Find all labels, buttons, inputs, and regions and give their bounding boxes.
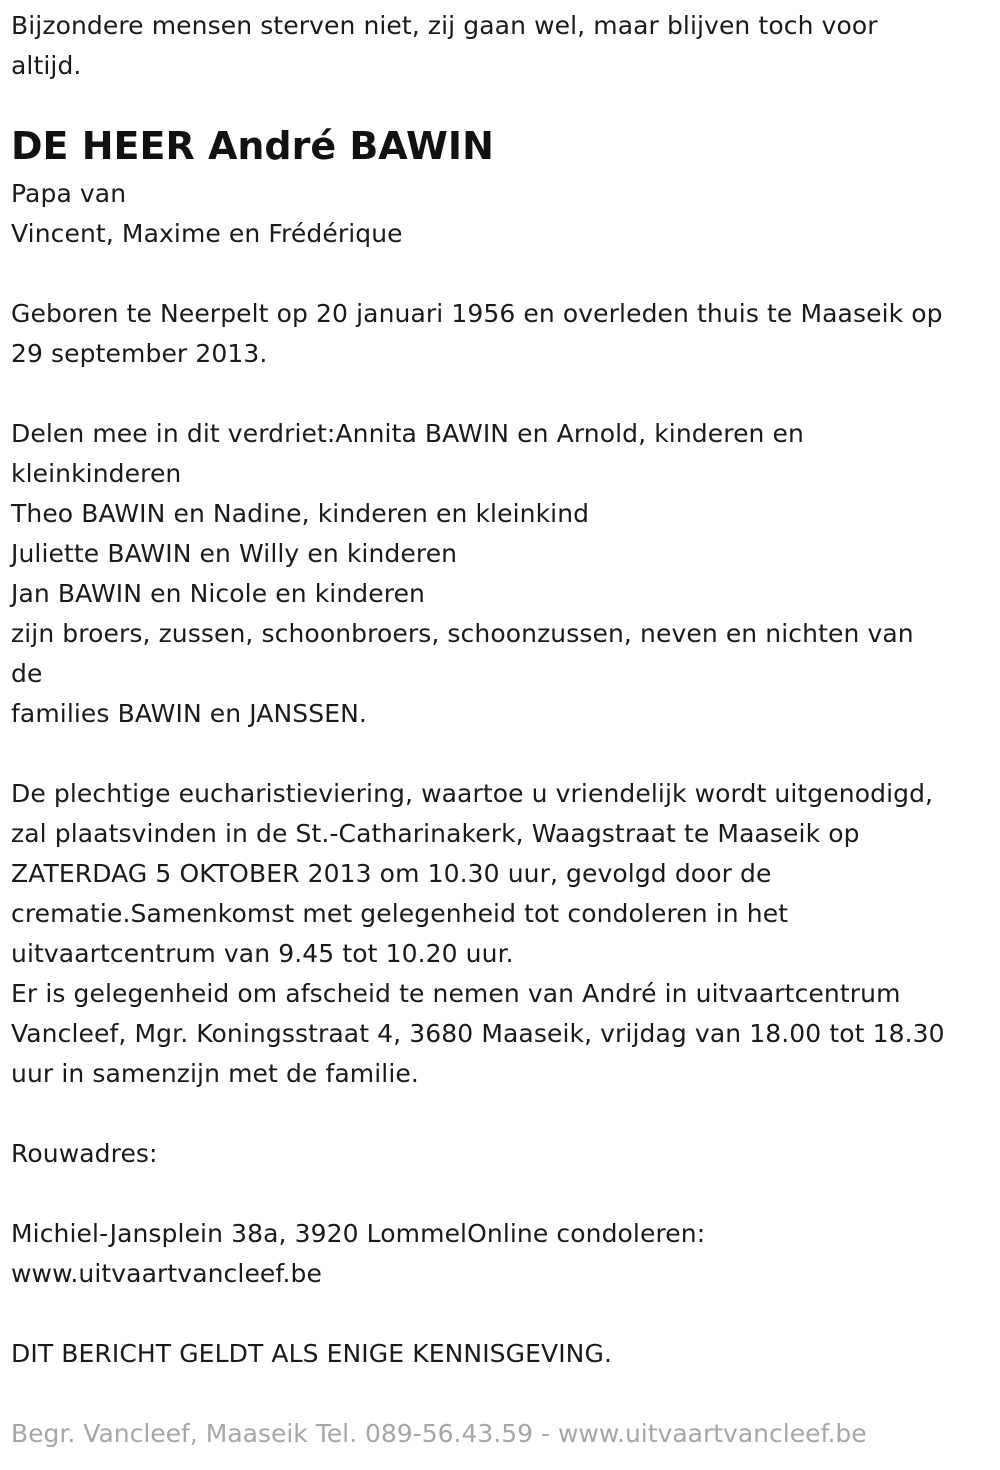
ceremony-line: crematie.Samenkomst met gelegenheid tot condoleren in het [11, 899, 789, 928]
birth-death-line: 29 september 2013. [11, 339, 268, 368]
notice-section [11, 1334, 612, 1374]
family-line: Juliette BAWIN en Willy en kinderen [11, 539, 458, 568]
parent-of-section [11, 174, 403, 254]
family-line: zijn broers, zussen, schoonbroers, schoonzussen, neven en nichten van [11, 619, 914, 648]
family-section [11, 414, 914, 734]
family-line: families BAWIN en JANSSEN. [11, 699, 367, 728]
birth-death-section [11, 294, 943, 374]
family-line: Delen mee in dit verdriet:Annita BAWIN en Arnold, kinderen en [11, 419, 804, 448]
ceremony-line: ZATERDAG 5 OKTOBER 2013 om 10.30 uur, gevolgd door de [11, 859, 772, 888]
condolence-website: www.uitvaartvancleef.be [11, 1259, 322, 1288]
ceremony-section [11, 774, 945, 1094]
quote-line: Bijzondere mensen sterven niet, zij gaan wel, maar blijven toch voor [11, 11, 878, 40]
family-line: Jan BAWIN en Nicole en kinderen [11, 579, 425, 608]
children-names: Vincent, Maxime en Frédérique [11, 219, 403, 248]
ceremony-line: zal plaatsvinden in de St.-Catharinakerk, Waagstraat te Maaseik op [11, 819, 860, 848]
address-line: Michiel-Jansplein 38a, 3920 LommelOnline condoleren: [11, 1219, 706, 1248]
ceremony-line: uitvaartcentrum van 9.45 tot 10.20 uur. [11, 939, 514, 968]
birth-death-line: Geboren te Neerpelt op 20 januari 1956 en overleden thuis te Maaseik op [11, 299, 943, 328]
ceremony-line: uur in samenzijn met de familie. [11, 1059, 419, 1088]
quote-line: altijd. [11, 51, 82, 80]
family-line: de [11, 659, 43, 688]
funeral-home-footer: Begr. Vancleef, Maaseik Tel. 089-56.43.59 - www.uitvaartvancleef.be [11, 1419, 867, 1448]
opening-quote [11, 6, 878, 86]
parent-of-label: Papa van [11, 179, 127, 208]
address-label: Rouwadres: [11, 1139, 158, 1168]
mourning-address [11, 1214, 705, 1294]
family-line: kleinkinderen [11, 459, 182, 488]
mourning-address-label [11, 1134, 158, 1174]
notice-text: DIT BERICHT GELDT ALS ENIGE KENNISGEVING. [11, 1339, 612, 1368]
ceremony-line: De plechtige eucharistieviering, waartoe u vriendelijk wordt uitgenodigd, [11, 779, 934, 808]
ceremony-line: Er is gelegenheid om afscheid te nemen van André in uitvaartcentrum [11, 979, 901, 1008]
deceased-name-heading: DE HEER André BAWIN [11, 124, 494, 168]
ceremony-line: Vancleef, Mgr. Koningsstraat 4, 3680 Maaseik, vrijdag van 18.00 tot 18.30 [11, 1019, 945, 1048]
family-line: Theo BAWIN en Nadine, kinderen en kleinkind [11, 499, 590, 528]
